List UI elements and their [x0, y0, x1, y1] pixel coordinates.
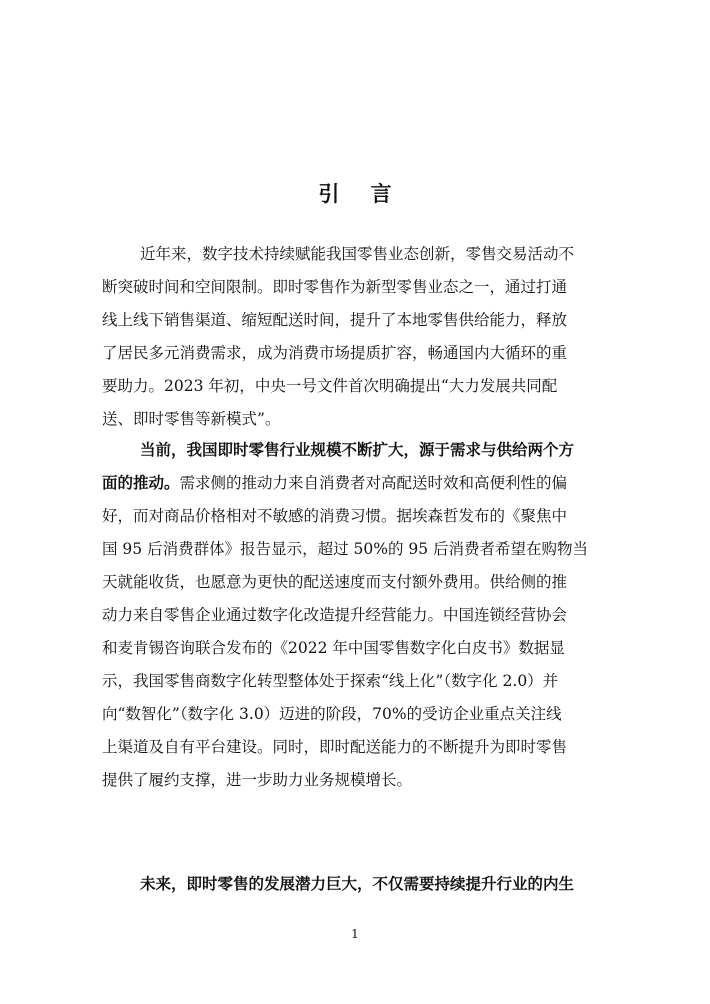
paragraph-1 — [102, 238, 612, 436]
paragraph-line: 和麦肯锡咨询联合发布的《2022 年中国零售数字化白皮书》数据显 — [102, 639, 565, 657]
page-number: 1 — [351, 927, 359, 941]
paragraph-line: 提供了履约支撑，进一步助力业务规模增长。 — [102, 771, 413, 789]
paragraph-line: 示，我国零售商数字化转型整体处于探索“线上化”（数字化 2.0）并 — [102, 672, 559, 690]
paragraph-line: 向“数智化”（数字化 3.0）迈进的阶段，70%的受访企业重点关注线 — [102, 705, 562, 723]
paragraph-line: 动力来自零售企业通过数字化改造提升经营能力。中国连锁经营协会 — [102, 606, 568, 624]
paragraph-text: 需求侧的推动力来自消费者对高配送时效和高便利性的偏 — [179, 474, 568, 492]
paragraph-line: 线上线下销售渠道、缩短配送时间，提升了本地零售供给能力，释放 — [102, 311, 568, 329]
paragraph-bold-lead: 面的推动。 — [102, 474, 180, 492]
paragraph-line: 了居民多元消费需求，成为消费市场提质扩容，畅通国内大循环的重 — [102, 344, 568, 362]
paragraph-line: 天就能收货，也愿意为更快的配送速度而支付额外费用。供给侧的推 — [102, 573, 568, 591]
paragraph-line: 上渠道及自有平台建设。同时，即时配送能力的不断提升为即时零售 — [102, 738, 568, 756]
paragraph-line: 断突破时间和空间限制。即时零售作为新型零售业态之一，通过打通 — [102, 278, 568, 296]
paragraph-line: 国 95 后消费群体》报告显示，超过 50%的 95 后消费者希望在购物当 — [102, 540, 589, 558]
paragraph-line: 近年来，数字技术持续赋能我国零售业态创新，零售交易活动不 — [140, 245, 575, 263]
page-title: 引 言 — [318, 182, 404, 206]
paragraph-3 — [102, 868, 612, 901]
paragraph-2 — [102, 434, 612, 797]
paragraph-bold-lead: 当前，我国即时零售行业规模不断扩大，源于需求与供给两个方 — [140, 441, 575, 459]
paragraph-line: 好，而对商品价格相对不敏感的消费习惯。据埃森哲发布的《聚焦中 — [102, 507, 568, 525]
paragraph-line: 要助力。2023 年初，中央一号文件首次明确提出“大力发展共同配 — [102, 377, 558, 395]
paragraph-bold-lead: 未来，即时零售的发展潜力巨大，不仅需要持续提升行业的内生 — [140, 875, 575, 893]
paragraph-line: 送、即时零售等新模式”。 — [102, 410, 281, 428]
paragraph-line — [102, 467, 612, 500]
